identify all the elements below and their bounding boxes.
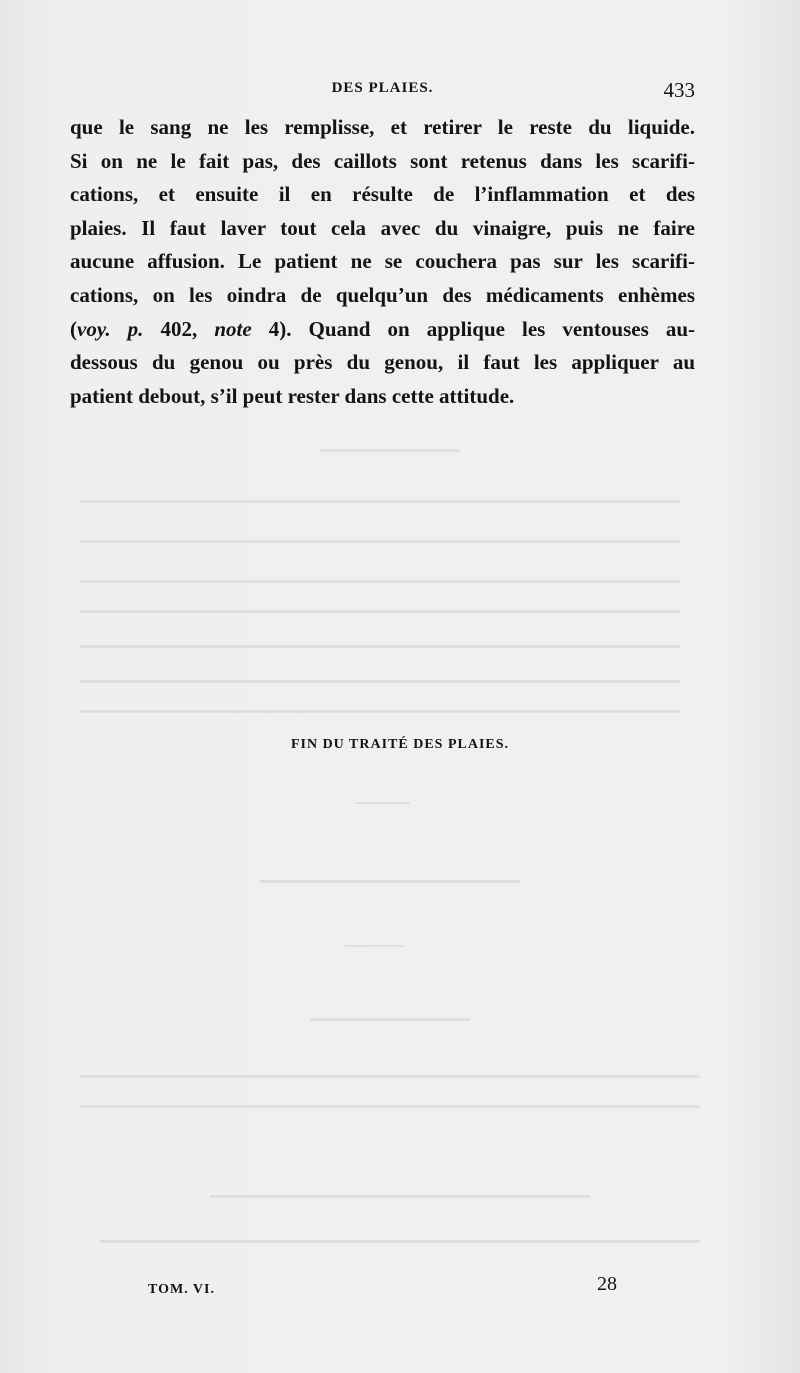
ref-note: note [214,316,252,341]
running-head [70,78,695,102]
text-line: patient debout, s’il peut rester dans cette attitude. [70,383,515,408]
text-line: plaies. Il faut laver tout cela avec du vinaigre, puis ne faire [70,215,695,240]
volume-signature: TOM. VI. [148,1282,215,1297]
page-number: 433 [663,78,695,102]
body-text [70,111,695,413]
text-line: cations, et ensuite il en résulte de l’inflammation et des [70,182,695,207]
text-line: que le sang ne les remplisse, et retirer le reste du liquide. [70,115,695,139]
text-line: dessous du genou ou près du genou, il faut les appliquer au [70,350,695,375]
text-line: aucune affusion. Le patient ne se couchera pas sur les scarifi- [70,249,695,274]
ref-open: ( [70,316,77,341]
ref-voy: voy. p. [77,316,144,341]
ref-rest: 4). Quand on applique les ventouses au- [251,316,695,341]
text-line: cations, on les oindra de quelqu’un des médicaments enhèmes [70,282,695,307]
end-of-treatise-mark: FIN DU TRAITÉ DES PLAIES. [290,737,510,752]
text-line: Si on ne le fait pas, des caillots sont retenus dans les scarifi- [70,148,695,173]
text-line-reference [70,313,695,347]
ref-page: 402, [143,316,215,341]
running-title: DES PLAIES. [331,80,434,96]
sheet-number: 28 [597,1273,617,1295]
